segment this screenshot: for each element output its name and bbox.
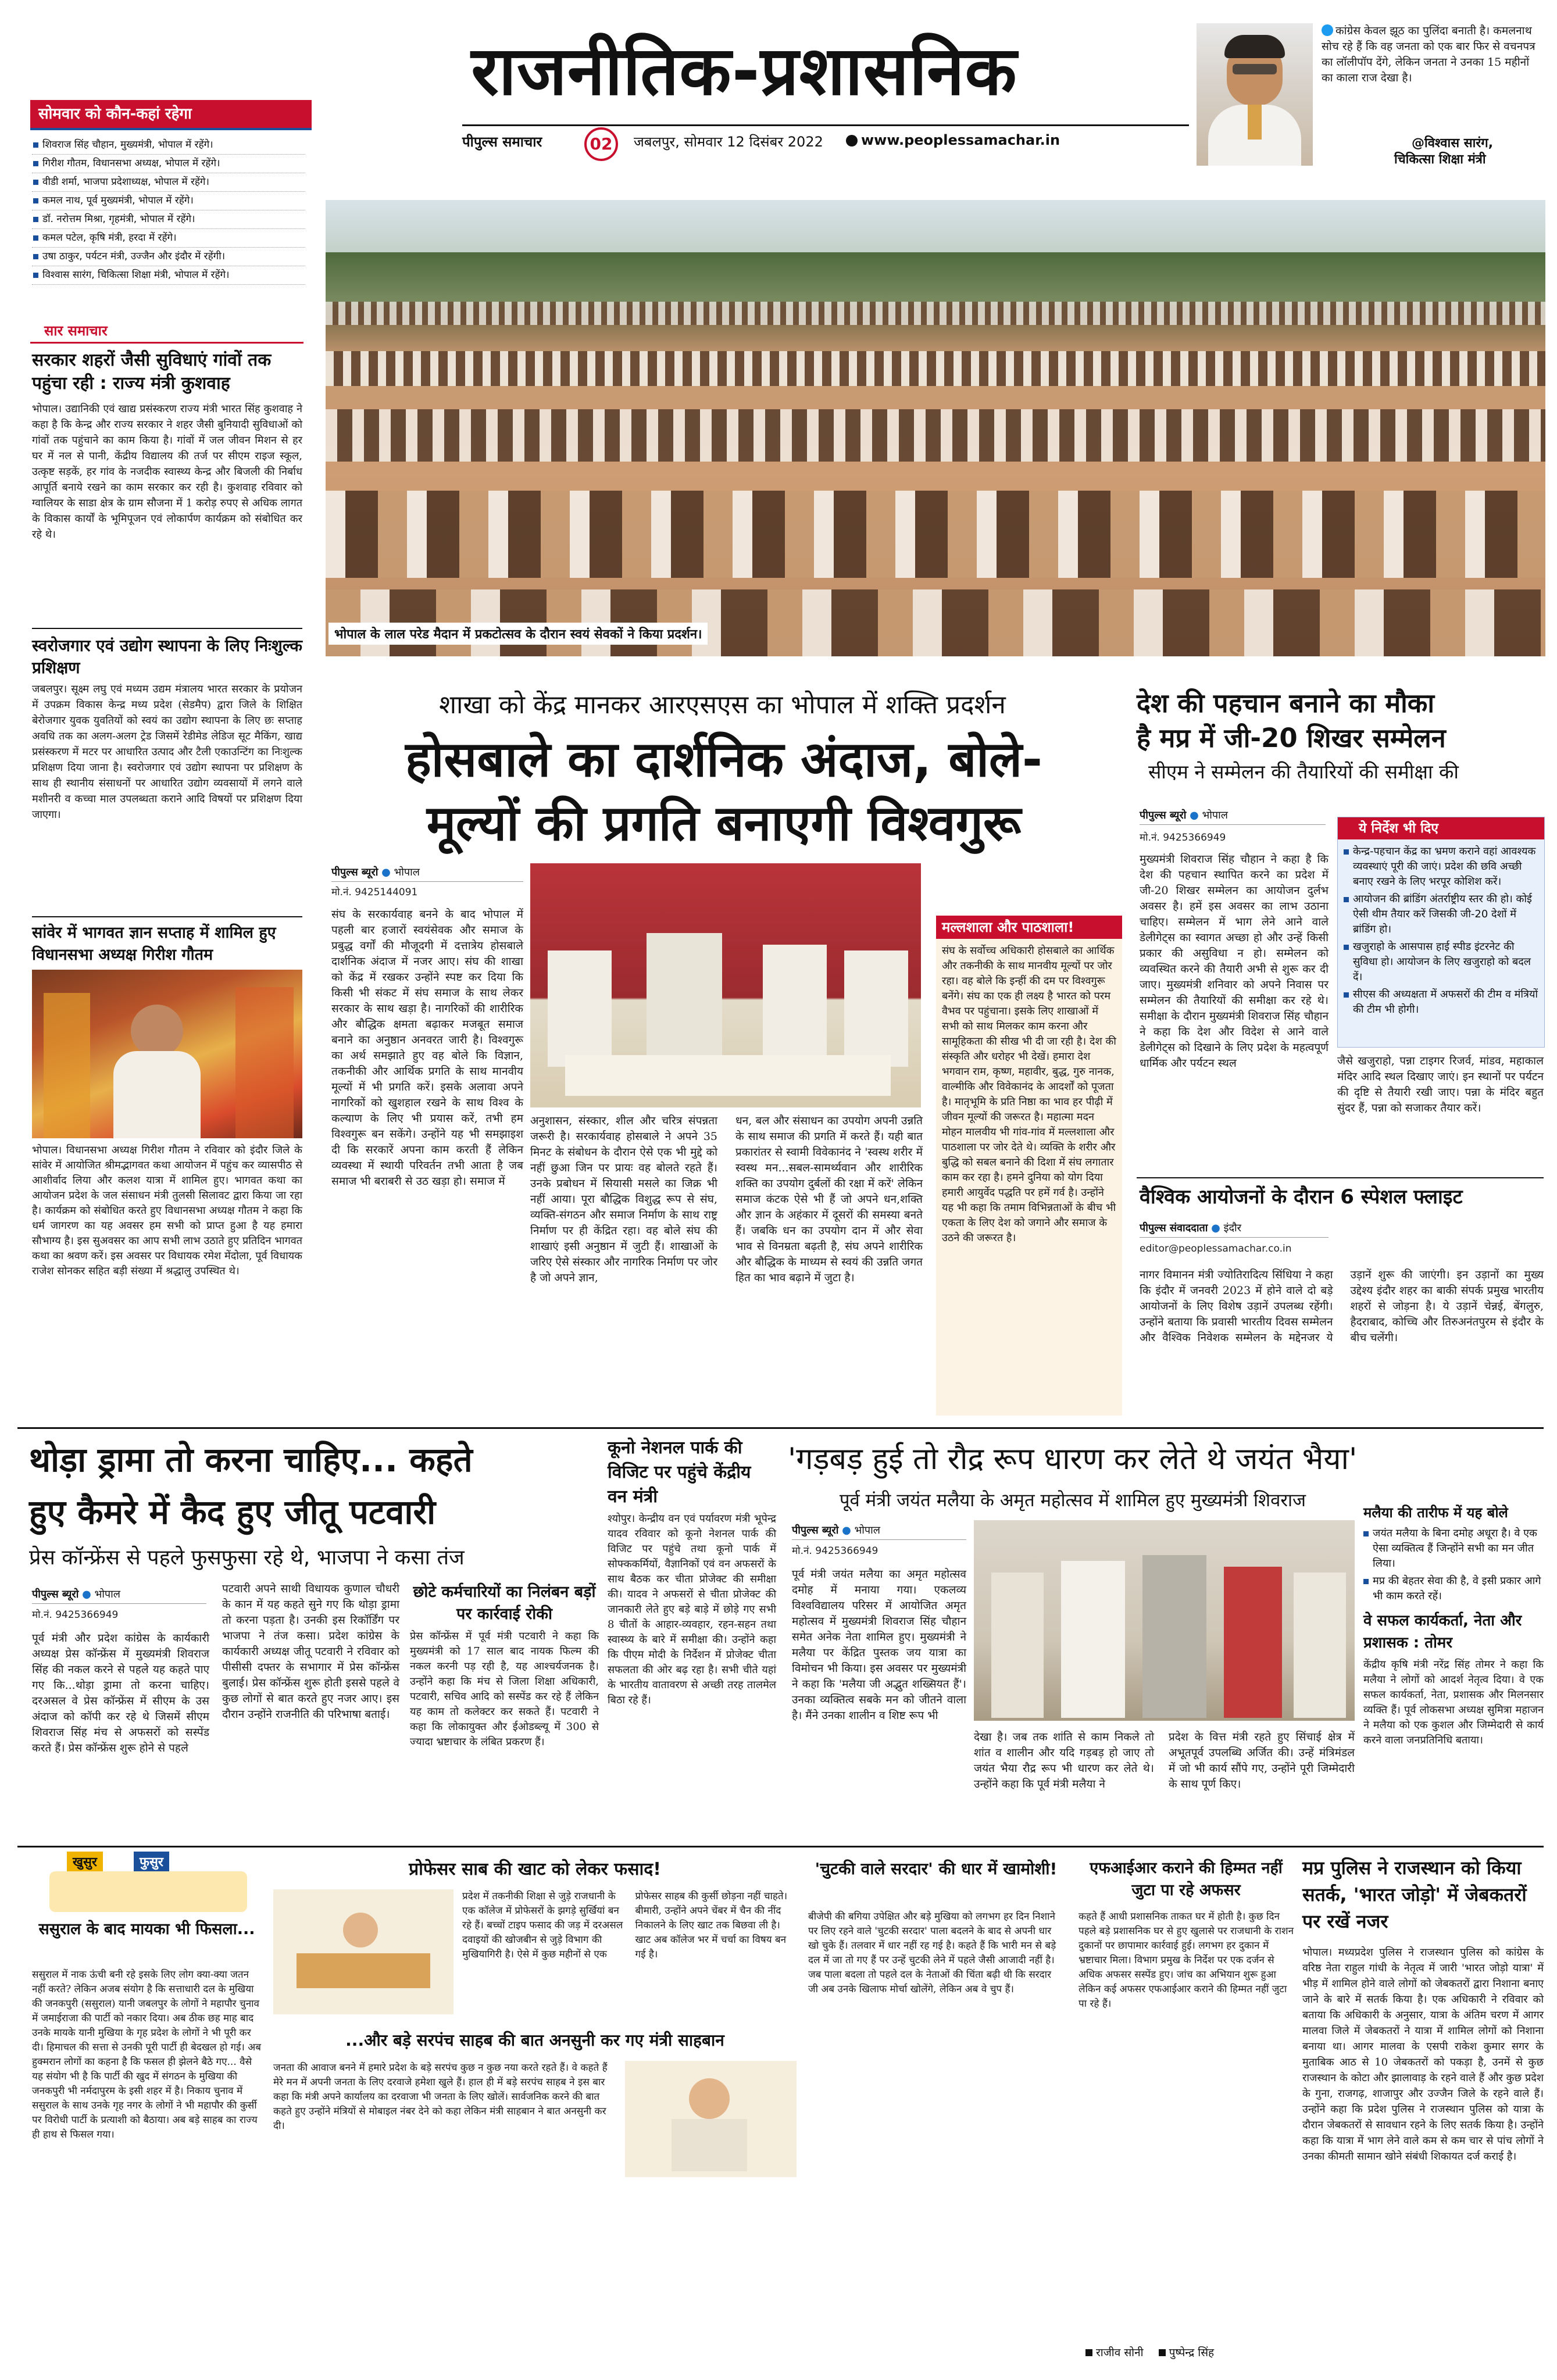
twitter-icon <box>1322 24 1333 36</box>
flights-title: वैश्विक आयोजनों के दौरान 6 स्पेशल फ्लाइट <box>1140 1185 1463 1209</box>
khusur-b2: प्रदेश में तकनीकी शिक्षा से जुड़े राजधानी के एक कॉलेज में प्रोफेसरों के झगड़े सुर्खियां बन रहे हैं। बच्चों टाइप फसाद की जड़ में दरअसल दवाइयों की खोजबीन से जुड़े विभाग की मुखियागिरी है। ऐसे में कुछ महीनों से एक प्रोफेसर साहब की कुर्सी छोड़ना नहीं चाहते। बीमारी, उन्होंने अपने चेंबर में चैन की नींद निकालने के लिए खाट तक बिछवा ली है। खाट अब कॉलेज भर में चर्चा का विषय बन गई है। <box>462 1891 788 1960</box>
minister-photo <box>1197 23 1313 166</box>
website-link[interactable] <box>846 132 1060 148</box>
lead-sidebar <box>936 916 1122 1416</box>
lead-col3: धन, बल और संसाधन का उपयोग अपनी उन्नति के साथ समाज की प्रगति में करते हैं। यही बात प्रकारांतर से स्वामी विवेकानंद ने 'स्वस्थ शरीर में स्वस्थ मन...सबल-सामर्थ्यवान और शारीरिक शक्ति का उपयोग दुर्बलों की रक्षा में करें' लेकिन समाज कंटक ऐसे भी हैं जो अपने धन,शक्ति और ज्ञान के अहंकार में दूसरों की समस्या बनते हैं। जबकि धन का उपयोग दान में और सेवा भाव से विनम्रता बढ़ती है, संघ अपने शारीरिक और बौद्धिक के माध्यम से स्वयं की उन्नति जगत हित का भाव बढ़ाने में जुटा है। <box>735 1114 923 1284</box>
phone-cartoon <box>625 2061 797 2177</box>
saar-story3-body: भोपाल। विधानसभा अध्यक्ष गिरीश गौतम ने रविवार को इंदौर जिले के सांवेर में आयोजित श्रीमद्भागवत कथा आयोजन में पहुंच कर व्यासपीठ से आशीर्वाद लिया और कलश यात्रा में शामिल हुए। भागवत कथा का आयोजन प्रदेश के जल संसाधन मंत्री तुलसी सिलावट द्वारा किया जा रहा है। कार्यक्रम को संबोधित करते हुए विधानसभा अध्यक्ष गौतम ने कहा कि धर्म जागरण का यह अवसर हम सभी को प्राप्त हुआ है यह हमारा सौभाग्य है। इस सुअवसर का आप सभी लाभ उठाते हुए प्रतिदिन भागवत कथा का श्रवण करें। इस अवसर पर विधायक रमेश मेंदोला, पूर्व विधायक राजेश सोनकर सहित बड़ी संख्या में श्रद्धालु उपस्थित थे। <box>32 1144 302 1277</box>
malaiya-title: 'गड़बड़ हुई तो रौद्र रूप धारण कर लेते थे जयंत भैया' <box>788 1442 1358 1477</box>
divider <box>1137 1177 1544 1178</box>
byline-name: पीपुल्स ब्यूरो <box>792 1524 839 1536</box>
khusur-t1: ससुराल के बाद मायका भी फिसला... <box>38 1920 255 1938</box>
patwari-sidebar <box>410 1581 599 1750</box>
schedule-list <box>32 136 305 285</box>
schedule-item: वीडी शर्मा, भाजपा प्रदेशाध्यक्ष, भोपाल में रहेंगे। <box>32 173 305 192</box>
quote-author: @विश्वास सारंग, <box>1412 136 1494 151</box>
gautam-photo <box>32 970 302 1138</box>
sidebar-title: मल्लशाला और पाठशाला! <box>936 916 1122 939</box>
byline-place: इंदौर <box>1223 1222 1242 1234</box>
khusur-tag: खुसुर <box>67 1852 103 1871</box>
directions-list <box>1338 839 1544 1024</box>
khusur-b3: जनता की आवाज बनने में हमारे प्रदेश के बड़े सरपंच कुछ न कुछ नया करते रहते हैं। वे कहते हैं मेरे मन में अपनी जनता के लिए दरवाजे हमेशा खुले हैं। हाल ही में बड़े सरपंच साहब ने इस बार कहा कि मंत्री अपने कार्यालय का दरवाजा भी जनता के लिए खोलें। सार्वजनिक करने की बात कहते हुए उन्होंने मंत्रियों से मोबाइल नंबर देने को कहा लेकिन मंत्री साहबान ने बात अनसुनी कर दी। <box>273 2062 608 2132</box>
lead-headline-2: मूल्यों की प्रगति बनाएगी विश्वगुरू <box>426 795 1022 852</box>
saar-story1-body: भोपाल। उद्यानिकी एवं खाद्य प्रसंस्करण राज्य मंत्री भारत सिंह कुशवाह ने कहा है कि केन्द्र और राज्य सरकार ने शहर जैसी बुनियादी सुविधाओं को गांवों तक पहुंचाने का काम किया है। गांवों में जल जीवन मिशन से हर घर में नल से पानी, केंद्रीय विद्यालय की तर्ज पर सीएम राइज स्कूल, उत्कृष्ट सड़कें, हर गांव के नजदीक स्वास्थ्य केन्द्र और बिजली की निर्बाध आपूर्ति बनाये रखने का काम सरकार कर रही है। कुशवाह रविवार को ग्वालियर के साडा क्षेत्र के ग्राम सौजना में 1 करोड़ रुपए से अधिक लागत के विकास कार्यों के भूमिपूजन एवं लोकार्पण कार्यक्रम को संबोधित कर रहे थे। <box>32 403 302 541</box>
byline-place: भोपाल <box>1202 809 1228 821</box>
direction-item: खजुराहो के आसपास हाई स्पीड इंटरनेट की सुविधा हो। आयोजन के लिए खजुराहो को बदल दें। <box>1344 939 1538 985</box>
patwari-col1: पूर्व मंत्री और प्रदेश कांग्रेस के कार्यकारी अध्यक्ष प्रेस कॉन्फ्रेंस में मुख्यमंत्री शिवराज सिंह की नकल करने से पहले यह कहते पाए गए कि...थोड़ा ड्रामा तो करना चाहिए। दरअसल वे प्रेस कॉन्फ्रेंस में सीएम के उस अंदाज को कॉपी कर रहे थे जिसमें सीएम शिवराज सिंह मंच से अफसरों को सस्पेंड करते हैं। प्रेस कॉन्फ्रेंस शुरू होने से पहले <box>32 1632 209 1754</box>
quote-designation: चिकित्सा शिक्षा मंत्री <box>1394 152 1486 167</box>
patwari-title-1: थोड़ा ड्रामा तो करना चाहिए... कहते <box>29 1440 473 1480</box>
schedule-item: उषा ठाकुर, पर्यटन मंत्री, उज्जैन और इंदौर में रहेंगी। <box>32 248 305 266</box>
fusur-tag: फुसुर <box>134 1852 169 1871</box>
khusur-b5: कहते हैं आधी प्रशासनिक ताकत घर में होती है। कुछ दिन पहले बड़े प्रशासनिक घर से हुए खुलासे पर राजधानी के राशन दुकानों पर छापामार कार्रवाई हुई। लगभग हर दुकान में भ्रष्टाचार मिला। विभाग प्रमुख के निर्देश पर एक दर्जन से अधिक अफसर सस्पेंड हुए। जांच का अभियान शुरू हुआ लेकिन कई अफसर एफआईआर कराने की हिम्मत नहीं जुटा पा रहे हैं। <box>1079 1911 1294 2010</box>
malaiya-subtitle: पूर्व मंत्री जयंत मलैया के अमृत महोत्सव में शामिल हुए मुख्यमंत्री शिवराज <box>839 1490 1306 1511</box>
g20-title-2: है मप्र में जी-20 शिखर सम्मेलन <box>1137 723 1446 753</box>
praise-item: मप्र की बेहतर सेवा की है, वे इसी प्रकार आगे भी काम करते रहें। <box>1363 1574 1544 1604</box>
schedule-item: गिरीश गौतम, विधानसभा अध्यक्ष, भोपाल में रहेंगे। <box>32 155 305 173</box>
byline-place: भोपाल <box>94 1588 120 1600</box>
globe-icon <box>846 135 858 146</box>
malaiya-photo <box>974 1520 1355 1721</box>
lead-photo-caption: भोपाल के लाल परेड मैदान में प्रकटोत्सव के दौरान स्वयं सेवकों ने किया प्रदर्शन। <box>328 623 708 645</box>
tomar-title: वे सफल कार्यकर्ता, नेता और प्रशासक : तोमर <box>1363 1612 1522 1652</box>
lead-headline-1: होसबाले का दार्शनिक अंदाज, बोले- <box>405 731 1042 788</box>
khusur-b4: बीजेपी की बगिया उपेक्षित और बड़े मुखिया को लगभग हर दिन निशाने पर लिए रहने वाले 'चुटकी सरदार' पाला बदलने के बाद से अपनी धार खो चुके हैं। तलवार में धार नहीं रह गई है। कहते हैं कि भारी मन से बड़े दल में जा तो गए हैं पर उन्हें चुटकी लेने में पहले जैसी आजादी नहीं है। जब पाला बदला तो पहले दल के नेताओं की चिंता बढ़ी थी कि सरदार जी अब उनके खिलाफ मोर्चा खोलेंगे, लेकिन अब वे चुप हैं। <box>808 1911 1056 1995</box>
saar-heading <box>30 321 303 344</box>
g20-byline: पीपुल्स ब्यूरो ● भोपाल <box>1140 808 1326 825</box>
khusur-t3: ...और बड़े सरपंच साहब की बात अनसुनी कर गए मंत्री साहबान <box>345 2031 724 2050</box>
flights-byline: पीपुल्स संवाददाता ● इंदौर <box>1140 1221 1329 1238</box>
malaiya-col2: देखा है। जब तक शांति से काम निकले तो शांत व शालीन और यदि गड़बड़ हो जाए तो जयंत भैया रौद्र रूप भी धारण कर लेते थे। उन्होंने कहा कि पूर्व मंत्री मलैया ने <box>974 1731 1154 1791</box>
khusur-credits <box>1079 2343 1294 2363</box>
credit-icon <box>1085 2349 1092 2356</box>
direction-item: केन्द्र-पहचान केंद्र का भ्रमण कराने वहां आवश्यक व्यवस्थाएं पूरी की जाएं। प्रदेश की छवि अच्छी बनाए रखने के लिए भरपूर कोशिश करें। <box>1344 844 1538 889</box>
malaiya-byline: पीपुल्स ब्यूरो ● भोपाल <box>792 1523 966 1540</box>
website-text: www.peoplessamachar.in <box>861 132 1060 148</box>
malaiya-mobile: मो.नं. 9425366949 <box>792 1545 879 1557</box>
g20-title-1: देश की पहचान बनाने का मौका <box>1137 688 1434 719</box>
credit-icon <box>1159 2349 1166 2356</box>
praise-list <box>1363 1526 1544 1604</box>
patwari-col2: पटवारी अपने साथी विधायक कुणाल चौधरी के कान में यह कहते सुने गए कि थोड़ा ड्रामा तो करना पड़ता है। उनकी इस रिकॉर्डिंग पर भाजपा ने तंज कसा। प्रदेश कांग्रेस के कार्यकारी अध्यक्ष जीतू पटवारी ने रविवार को पीसीसी दफ्तर के सभागार में प्रेस कॉन्फ्रेंस बुलाई। प्रेस कॉन्फ्रेंस शुरू होती इससे पहले वे कुछ लोगों से बात करते हुए नजर आए। इस दौरान उन्होंने राजनीति की परिभाषा बताई। <box>222 1582 399 1721</box>
tomar-body: केंद्रीय कृषि मंत्री नरेंद्र सिंह तोमर ने कहा कि मलैया ने लोगों को आदर्श नेतृत्व दिया। वे एक सफल कार्यकर्ता, नेता, प्रशासक और मिलनसार व्यक्ति हैं। पूर्व लोकसभा अध्यक्ष सुमित्रा महाजन ने मलैया को एक कुशल और जिम्मेदारी से कार्य करने वाला जनप्रतिनिधि बताया। <box>1363 1659 1544 1746</box>
g20-directions <box>1337 817 1545 1048</box>
divider <box>32 628 302 629</box>
khusur-t2: प्रोफेसर साब की खाट को लेकर फसाद! <box>409 1859 661 1879</box>
saar-story2-body: जबलपुर। सूक्ष्म लघु एवं मध्यम उद्यम मंत्रालय भारत सरकार के प्रयोजन में उपक्रम विकास केन्द्र मध्य प्रदेश (सेडमैप) द्वारा जिले के शिक्षित बेरोजगार युवक युवतियों को स्वयं का उद्योग स्थापना के लिए छः सप्ताह अवधि तक का अलग-अलग ट्रेड जिसमें रेडीमेड लेडिज सूट मैकिंग, खाद्य प्रसंस्करण में मटर पर आधारित उत्पाद और टैली एकाउन्टिंग का निःशुल्क प्रशिक्षण दिया जाना है। स्वरोजगार एवं उद्योग स्थापना पर प्रशिक्षण के साथ ही स्थानीय संसाधनों पर आधारित उद्योग व्यवसायों में लगने वाले मशीनरी व कच्चा माल उपलब्धता कराने आदि विषयों पर प्रशिक्षण दिया जाएगा। <box>32 683 302 821</box>
schedule-item: विश्वास सारंग, चिकित्सा शिक्षा मंत्री, भोपाल में रहेंगे। <box>32 266 305 285</box>
malaiya-col3: प्रदेश के वित्त मंत्री रहते हुए सिंचाई क्षेत्र में अभूतपूर्व उपलब्धि अर्जित की। उन्हें मंत्रिमंडल में जो भी कार्य सौंपे गए, उन्होंने पूरी जिम्मेदारी के साथ पूर्ण किए। <box>1169 1731 1355 1791</box>
divider <box>17 1427 1544 1429</box>
credit-2: पुष्पेन्द्र सिंह <box>1169 2346 1215 2359</box>
schedule-heading: सोमवार को कौन-कहां रहेगा <box>30 100 312 130</box>
lead-col2: अनुशासन, संस्कार, शील और चरित्र संपन्नता जरूरी है। सरकार्यवाह होसबाले ने अपने 35 मिनट के संबोधन के दौरान ऐसे एक भी मुद्दे को नहीं छुआ जिन पर प्रायः वह बोलते रहते हैं। उनके प्रबोधन में सियासी मसले का जिक्र भी नहीं आया। पूरा बौद्धिक विशुद्ध रूप से संघ, व्यक्ति-संगठन और समाज निर्माण के साथ राष्ट्र निर्माण पर ही केंद्रित रहा। वह बोले संघ की शाखाएं इसी अनुष्ठान में जुटी हैं। शाखाओं के जरिए ऐसे संस्कार और नागरिक निर्माण पर जोर है जो अपने ज्ञान, <box>530 1114 717 1284</box>
schedule-item: कमल पटेल, कृषि मंत्री, हरदा में रहेंगे। <box>32 229 305 248</box>
patwari-byline: पीपुल्स ब्यूरो ● भोपाल <box>32 1587 206 1604</box>
sidebar-body: संघ के सर्वोच्च अधिकारी होसबाले का आर्थिक और तकनीकी के साथ मानवीय मूल्यों पर जोर रहा। वह बोले कि इन्हीं की दम पर विश्वगुरू बनेंगे। संघ का एक ही लक्ष्य है भारत को परम वैभव पर पहुंचाना। इसके लिए शाखाओं में सभी को साथ मिलकर काम करना और सामूहिकता की सीख भी दी जा रही है। देश की संस्कृति और धरोहर भी देखें। हमारा देश भगवान राम, कृष्ण, महावीर, बुद्ध, गुरु नानक, वाल्मीकि और विवेकानंद के आदर्शों को पूजता है। मातृभूमि के प्रति निष्ठा का भाव हर पीढ़ी में जीवन मूल्यों की जरूरत है। महात्मा मदन मोहन मालवीय भी गांव-गांव में मल्लशाला और पाठशाला पर जोर देते थे। व्यक्ति के शरीर और बुद्धि को सबल बनाने की दिशा में संघ लगातार काम कर रहा है। हमने दुनिया को योग दिया हमारी आयुर्वेद पद्धति पर हमें गर्व है। उन्होंने यह भी कहा कि तमाम विभिन्नताओं के बीच भी एकता के लिए देश को जगाने और समाज के उठने की जरूरत है। <box>942 945 1116 1244</box>
kuno-title: कूनो नेशनल पार्क की विजिट पर पहुंचे केंद्रीय वन मंत्री <box>608 1438 751 1507</box>
lead-stage-photo <box>530 863 921 1107</box>
direction-item: आयोजन की ब्रांडिंग अंतर्राष्ट्रीय स्तर की हो। कोई ऐसी थीम तैयार करें जिसकी जी-20 देशों में ब्रांडिंग हो। <box>1344 892 1538 937</box>
patwari-subtitle: प्रेस कॉन्फ्रेंस से पहले फुसफुसा रहे थे, भाजपा ने कसा तंज <box>29 1546 465 1570</box>
masthead-strip <box>462 124 1189 159</box>
khusur-logo <box>32 1852 262 1913</box>
whisper-illustration <box>49 1871 247 1912</box>
patwari-title-2: हुए कैमरे में कैद हुए जीतू पटवारी <box>29 1492 436 1532</box>
g20-mobile: मो.नं. 9425366949 <box>1140 832 1226 844</box>
directions-title: ये निर्देश भी दिए <box>1338 817 1544 839</box>
divider <box>32 916 302 917</box>
quote-body: कांग्रेस केवल झूठ का पुलिंदा बनाती है। कमलनाथ सोच रहे हैं कि वह जनता को एक बार फिर से वचनपत्र का लॉलीपॉप देंगे, लेकिन जनता ने उनका 15 महीनों का काला राज देखा है। <box>1322 24 1535 84</box>
byline-name: पीपुल्स संवाददाता <box>1140 1222 1208 1234</box>
quote-box <box>1197 23 1545 169</box>
byline-place: भोपाल <box>394 866 420 878</box>
schedule-item: शिवराज सिंह चौहान, मुख्यमंत्री, भोपाल में रहेंगे। <box>32 136 305 155</box>
saar-heading-text: सार समाचार <box>30 321 113 340</box>
brand-name: पीपुल्स समाचार <box>462 134 542 150</box>
quote-text <box>1322 23 1542 86</box>
page-title: राजनीतिक-प्रशासनिक <box>471 32 1017 110</box>
patwari-mobile: मो.नं. 9425366949 <box>32 1609 119 1621</box>
byline-name: पीपुल्स ब्यूरो <box>32 1588 79 1600</box>
khusur-t4: 'चुटकी वाले सरदार' की धार में खामोशी! <box>815 1859 1058 1878</box>
praise-title: मलैया की तारीफ में यह बोले <box>1363 1505 1508 1521</box>
lead-byline: पीपुल्स ब्यूरो ● भोपाल <box>331 865 523 882</box>
police-body: भोपाल। मध्यप्रदेश पुलिस ने राजस्थान पुलिस को कांग्रेस के वरिष्ठ नेता राहुल गांधी के नेतृत्व में जारी 'भारत जोड़ो यात्रा' में भीड़ में शामिल होने वाले लोगों को जेबकतरों द्वारा निशाना बनाए जाने के बारे में सतर्क किया है। एक अधिकारी ने रविवार को बताया कि अधिकारी के अनुसार, यात्रा के अंतिम चरण में आगर मालवा जिले में जेबकतरों ने यात्रा में शामिल लोगों को निशाना बनाया था। आगर मालवा के एसपी राकेश कुमार सगर के मुताबिक आठ से 10 जेबकतरों को पकड़ा है, उनमें से कुछ राजस्थान के कोटा और झालावाड़ के रहने वाले हैं और कुछ प्रदेश के गुना, राजगढ़, शाजापुर और उज्जैन जिले के रहने वाले हैं। उन्होंने कहा कि प्रदेश पुलिस ने राजस्थान पुलिस को यात्रा के दौरान जेबकतरों से सावधान रहने के लिए सतर्क किया है। उन्होंने कहा कि यात्रा में भाग लेने वाले कम से कम चार से पांच लोगों ने उनका कीमती सामान खोने संबंधी शिकायत दर्ज कराई है। <box>1302 1946 1544 2163</box>
lead-kicker: शाखा को केंद्र मानकर आरएसएस का भोपाल में शक्ति प्रदर्शन <box>439 690 1006 720</box>
credit-1: राजीव सोनी <box>1096 2346 1144 2359</box>
flights-body: नागर विमानन मंत्री ज्योतिरादित्य सिंधिया ने कहा कि इंदौर में जनवरी 2023 में होने वाले दो बड़े आयोजनों के लिए विशेष उड़ानें उपलब्ध रहेंगी। उन्होंने बताया कि प्रवासी भारतीय दिवस सम्मेलन और वैश्विक निवेशक सम्मेलन के मद्देनजर ये उड़ानें शुरू की जाएंगी। इन उड़ानों का मुख्य उद्देश्य इंदौर शहर का बाकी संपर्क प्रमुख भारतीय शहरों से जोड़ना है। ये उड़ानें चेन्नई, बेंगलुरु, हैदराबाद, कोच्चि और तिरुअनंतपुरम से इंदौर के बीच चलेंगी। <box>1140 1268 1544 1344</box>
sidebar-title: छोटे कर्मचारियों का निलंबन बड़ों पर कार्रवाई रोकी <box>413 1583 596 1623</box>
page-number: 02 <box>584 127 618 161</box>
byline-name: पीपुल्स ब्यूरो <box>1140 809 1187 821</box>
khusur-t5: एफआईआर कराने की हिम्मत नहीं जुटा पा रहे अफसर <box>1090 1859 1283 1899</box>
divider <box>17 1846 1544 1847</box>
lead-mobile: मो.नं. 9425144091 <box>331 887 418 898</box>
g20-tail: जैसे खजुराहो, पन्ना टाइगर रिजर्व, मांडव, महाकाल मंदिर आदि स्थल दिखाए जाएं। इन स्थानों पर पर्यटन की दृष्टि से तैयारी रखी जाए। पन्ना के मंदिर बहुत सुंदर हैं, पन्ना को सजाकर तैयार करें। <box>1337 1055 1544 1114</box>
lead-photo <box>326 200 1545 656</box>
lead-col1: संघ के सरकार्यवाह बनने के बाद भोपाल में पहली बार हजारों स्वयंसेवक और समाज के प्रबुद्ध वर्गों की मौजूदगी में दत्तात्रेय होसबाले दार्शनिक अंदाज में नजर आए। संघ की शाखा को केंद्र में रखकर उन्होंने स्पष्ट कर दिया कि किसी भी संकट में संघ समाज के साथ लेकर सरकार के साथ खड़ा है। नागरिकों की शारीरिक और बौद्धिक क्षमता बढ़ाकर मजबूत समाज बनाने का अनुष्ठान अनवरत जारी है। विश्वगुरू का अर्थ समझाते हुए वह बोले कि विज्ञान, तकनीकी और आर्थिक प्रगति के साथ मानवीय मूल्यों में भी प्रगति करें। इसके अलावा अपने नागरिकों को खुशहाल रखने के साथ विश्व के कल्याण के लिए भी प्रयास करें, तभी हम विश्वगुरू बन सकेंगे। उन्होंने यह भी समझाइश दी कि सरकारें अपना काम करती हैं लेकिन व्यवस्था में स्थायी परिवर्तन तभी आता है जब समाज भी बराबरी से उठ खड़ा हो। समाज में <box>331 908 523 1188</box>
byline-place: भोपाल <box>854 1524 880 1536</box>
saar-story1-title: सरकार शहरों जैसी सुविधाएं गांवों तक पहुंचा रही : राज्य मंत्री कुशवाह <box>32 350 272 394</box>
bed-cartoon <box>273 1889 453 2014</box>
schedule-item: डॉ. नरोत्तम मिश्रा, गृहमंत्री, भोपाल में रहेंगे। <box>32 210 305 229</box>
dateline: जबलपुर, सोमवार 12 दिसंबर 2022 <box>634 134 823 150</box>
malaiya-col1: पूर्व मंत्री जयंत मलैया का अमृत महोत्सव दमोह में मनाया गया। एकलव्य विश्वविद्यालय परिसर में आयोजित अमृत महोत्सव में मुख्यमंत्री शिवराज सिंह चौहान समेत अनेक नेता शामिल हुए। मुख्यमंत्री ने मलैया पर केंद्रित पुस्तक जय यात्रा का विमोचन भी किया। इस अवसर पर मुख्यमंत्री ने कहा कि 'मलैया जी अद्भुत शख्सियत हैं'। उनका व्यक्तित्व सबके मन को जीतने वाला है। मैंने उनका शालीन व शिष्ट रूप भी <box>792 1568 966 1722</box>
sidebar-body: प्रेस कॉन्फ्रेंस में पूर्व मंत्री पटवारी ने कहा कि मुख्यमंत्री को 17 साल बाद नायक फिल्म की नकल करनी पड़ रही है, यह आश्चर्यजनक है। उन्होंने कहा कि मंच से जिला शिक्षा अधिकारी, पटवारी, सचिव आदि को सस्पेंड कर रहे हैं लेकिन यह काम तो कलेक्टर कर सकते हैं। पटवारी ने कहा कि लोकायुक्त और ईओडब्ल्यू में 300 से ज्यादा भ्रष्टाचार के लंबित प्रकरण हैं। <box>410 1630 599 1748</box>
khusur-b1: ससुराल में नाक ऊंची बनी रहे इसके लिए लोग क्या-क्या जतन नहीं करते? लेकिन अजब संयोग है कि सत्ताधारी दल के मुखिया की जनकपुरी (ससुराल) यानी जबलपुर के लोगों ने महापौर चुनाव में जमाईराजा की पार्टी को नकार दिया। अब ठीक छह माह बाद उनके मायके यानी मुखिया के गृह प्रदेश के लोगों ने भी पूरी कर दी। हिमाचल की सत्ता से उनकी पूरी पार्टी ही बेदखल हो गई। अब हुक्मरान लोगों का कहना है कि फसल ही झेलने बैठे गए... वैसे यह संयोग भी है कि पार्टी की खुद में संगठन के मुखिया की जनकपुरी भी नर्मदापुरम के इसी शहर में है। निकाय चुनाव में ससुराल के साथ उनके गृह नगर के लोगों ने भी महापौर की कुर्सी पर विरोधी पार्टी के प्रत्याशी को बैठाया। अब बड़े साहब का राज्य ही हाथ से फिसल गया। <box>32 1969 261 2140</box>
malaiya-praise <box>1363 1503 1544 1748</box>
direction-item: सीएस की अध्यक्षता में अफसरों की टीम व मंत्रियों की टीम भी होगी। <box>1344 987 1538 1017</box>
g20-body: मुख्यमंत्री शिवराज सिंह चौहान ने कहा है कि देश की पहचान स्थापित करने का प्रदेश में जी-20 शिखर सम्मेलन का आयोजन दुर्लभ अवसर है। हमें इस अवसर का लाभ उठाना चाहिए। सम्मेलन में भाग लेने आने वाले डेलीगेट्स का स्वागत अच्छा हो और उन्हें किसी प्रकार की असुविधा न हो। सम्मेलन को व्यवस्थित करने की तैयारी अभी से शुरू कर दी जाए। मुख्यमंत्री शनिवार को अपने निवास पर सम्मेलन की तैयारियों की समीक्षा कर रहे थे। समीक्षा के दौरान मुख्यमंत्री शिवराज सिंह चौहान ने कहा कि देश और विदेश से आने वाले डेलीगेट्स को दिखाने के लिए प्रदेश के महत्वपूर्ण धार्मिक और पर्यटन स्थल <box>1140 853 1329 1070</box>
flights-email[interactable]: editor@peoplessamachar.co.in <box>1140 1243 1292 1255</box>
schedule-item: कमल नाथ, पूर्व मुख्यमंत्री, भोपाल में रहेंगे। <box>32 192 305 210</box>
praise-item: जयंत मलैया के बिना दमोह अधूरा है। वे एक ऐसा व्यक्तित्व हैं जिन्होंने सभी का मन जीत लिया। <box>1363 1526 1544 1571</box>
g20-subtitle: सीएम ने सम्मेलन की तैयारियों की समीक्षा की <box>1148 760 1459 783</box>
saar-story3-title: सांवेर में भागवत ज्ञान सप्ताह में शामिल हुए विधानसभा अध्यक्ष गिरीश गौतम <box>32 924 276 964</box>
saar-story2-title: स्वरोजगार एवं उद्योग स्थापना के लिए निःशुल्क प्रशिक्षण <box>32 636 302 677</box>
byline-name: पीपुल्स ब्यूरो <box>331 866 378 878</box>
kuno-body: श्योपुर। केन्द्रीय वन एवं पर्यावरण मंत्री भूपेन्द्र यादव रविवार को कूनो नेशनल पार्क की विजिट पर पहुंचे तथा कूनो पार्क में सोफ्ककर्मियों, वैज्ञानिकों एवं वन अफसरों के साथ बैठक कर चीता प्रोजेक्ट की समीक्षा की। यादव ने अफसरों से चीता प्रोजेक्ट की जानकारी लेते हुए बड़े बाड़े में छोड़े गए सभी 8 चीतों के आहार-व्यवहार, रहन-सहन तथा स्वास्थ्य के बारे में समीक्षा की। उन्होंने कहा कि पीएम मोदी के निर्देशन में प्रोजेक्ट चीता सफलता की ओर बढ़ रहा है। सभी चीते यहां के भारतीय वातावरण से अच्छी तरह तालमेल बिठा रहे हैं। <box>608 1513 776 1706</box>
police-title: मप्र पुलिस ने राजस्थान को किया सतर्क, 'भारत जोड़ो' में जेबकतरों पर रखें नजर <box>1302 1857 1527 1932</box>
